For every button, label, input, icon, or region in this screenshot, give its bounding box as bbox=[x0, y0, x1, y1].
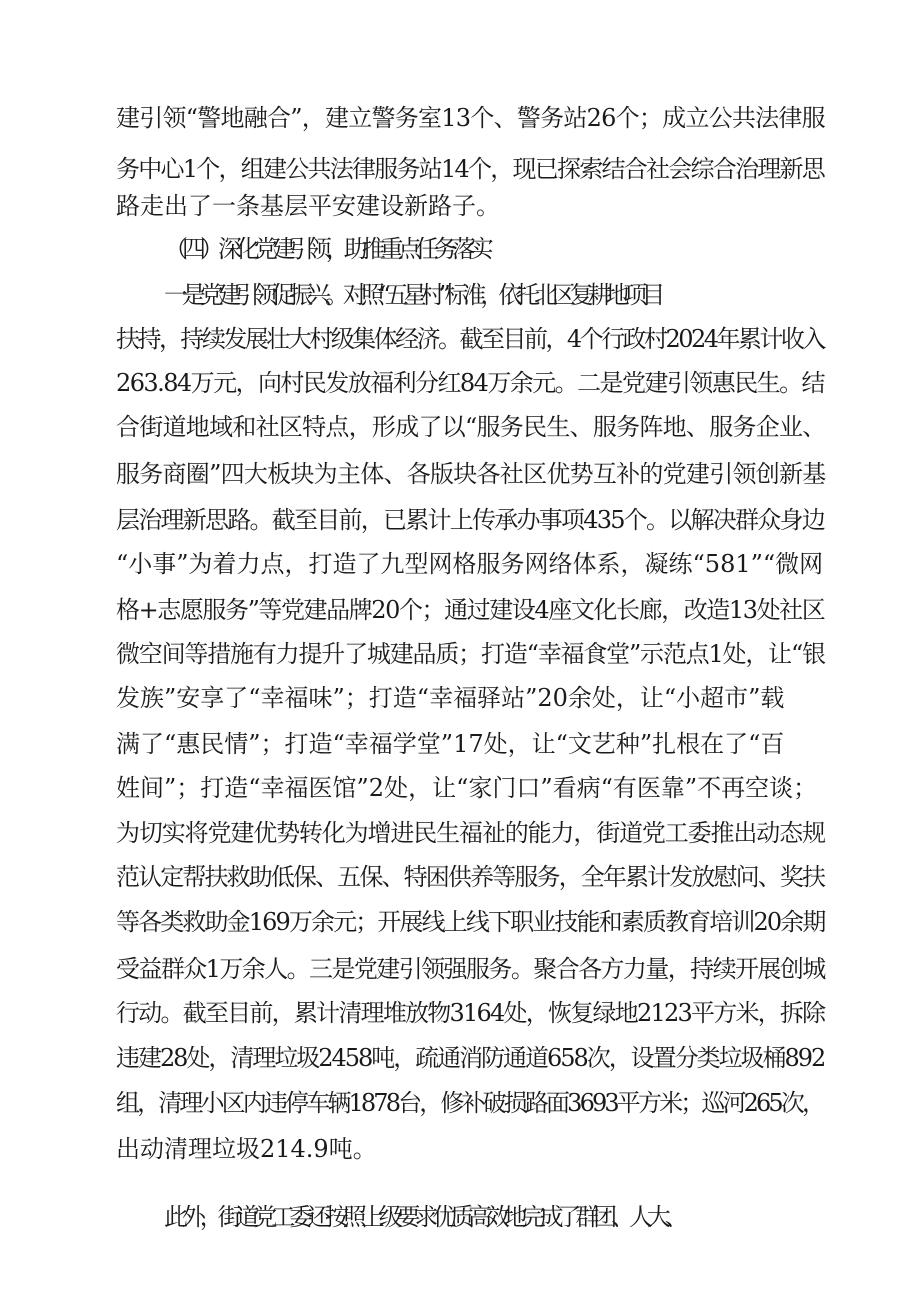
paragraph-line: 服务商圈”四大板块为主体、各版块各社区优势互补的党建引领创新基 bbox=[116, 460, 826, 488]
paragraph-line: 合街道地域和社区特点，形成了以“服务民生、服务阵地、服务企业、 bbox=[116, 413, 826, 441]
paragraph-line: 发族”安享了“幸福味”；打造“幸福驿站”20余处，让“小超市”载 bbox=[116, 684, 785, 712]
paragraph-line: 等各类救助金169万余元；开展线上线下职业技能和素质教育培训20余期 bbox=[116, 908, 825, 936]
paragraph-line: 建引领“警地融合”，建立警务室13个、警务站26个；成立公共法律服 bbox=[116, 104, 825, 132]
paragraph-line: 出动清理垃圾214.9吨。 bbox=[116, 1135, 377, 1163]
paragraph-line: 范认定帮扶救助低保、五保、特困供养等服务，全年累计发放慰问、奖扶 bbox=[116, 863, 825, 891]
section-heading: （四）深化党建引领，助推重点任务落实 bbox=[164, 235, 488, 263]
paragraph-line: 满了“惠民情”；打造“幸福学堂”17处，让“文艺种”扎根在了“百 bbox=[116, 730, 785, 758]
paragraph-line: 违建28处，清理垃圾2458吨，疏通消防通道658次，设置分类垃圾桶892 bbox=[116, 1044, 825, 1072]
paragraph-line: 层治理新思路。截至目前，已累计上传承办事项435个。以解决群众身边 bbox=[116, 506, 825, 534]
paragraph-line: 为切实将党建优势转化为增进民生福祉的能力，街道党工委推出动态规 bbox=[116, 819, 825, 847]
paragraph-line: 务中心1个，组建公共法律服务站14个，现已探索结合社会综合治理新思 bbox=[116, 155, 825, 183]
paragraph-line: 此外，街道党工委还按照上级要求优质高效地完成了群团、人大、 bbox=[164, 1203, 683, 1231]
paragraph-line: 组，清理小区内违停车辆1878台，修补破损路面3693平方米；巡河265次， bbox=[116, 1089, 824, 1117]
paragraph-line: 263.84万元，向村民发放福利分红84万余元。二是党建引领惠民生。结 bbox=[116, 369, 824, 397]
paragraph-line: 一是党建引领促振兴。对照“五星村”标准，依托北区复耕地项目 bbox=[164, 281, 660, 309]
paragraph-line: 姓间”；打造“幸福医馆”2处，让“家门口”看病“有医靠”不再空谈； bbox=[116, 774, 818, 802]
paragraph-line: 受益群众1万余人。三是党建引领强服务。聚合各方力量，持续开展创城 bbox=[116, 955, 825, 983]
paragraph-line: 微空间等措施有力提升了城建品质；打造“幸福食堂”示范点1处，让“银 bbox=[116, 640, 825, 668]
paragraph-line: 路走出了一条基层平安建设新路子。 bbox=[116, 192, 500, 220]
paragraph-line: “小事”为着力点，打造了九型网格服务网络体系，凝练“581”“微网 bbox=[116, 550, 824, 578]
paragraph-line: 扶持，持续发展壮大村级集体经济。截至目前，4个行政村2024年累计收入 bbox=[116, 325, 824, 353]
paragraph-line: 行动。截至目前，累计清理堆放物3164处，恢复绿地2123平方米，拆除 bbox=[116, 999, 825, 1027]
paragraph-line: 格+志愿服务”等党建品牌20个；通过建设4座文化长廊，改造13处社区 bbox=[116, 596, 825, 624]
